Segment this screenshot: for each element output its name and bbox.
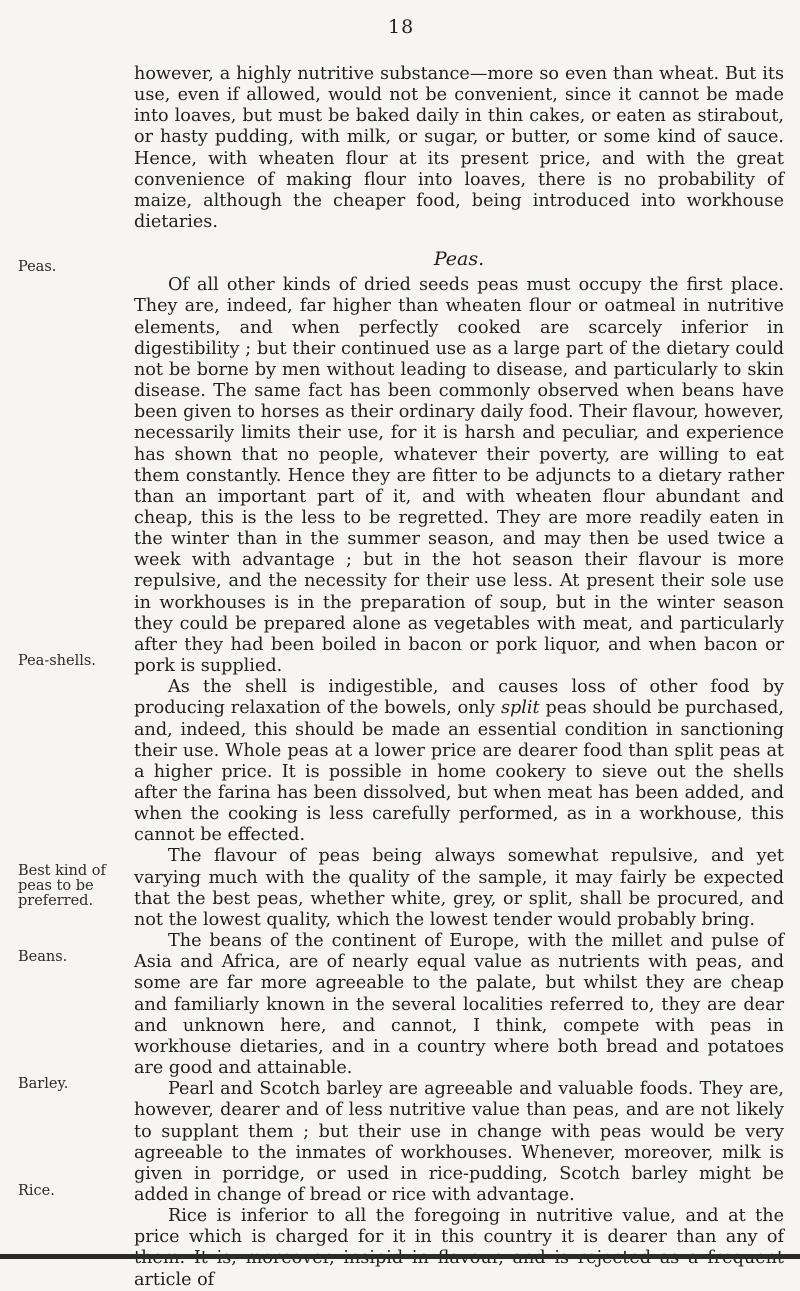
- pea-shells-text-after: peas should be purchased, and, indeed, this should be made an essential condition in sanctioning their use. Whole peas at a lower price are dearer food than split peas at a higher price. It is possible in home cookery to sieve out the shells after the farina has been dissolved, but when meat has been added, and when the cooking is less carefully performed, as in a workhouse, this cannot be effected.: [134, 698, 784, 846]
- page-number: 18: [388, 16, 415, 38]
- section-heading-peas: Peas.: [433, 248, 485, 271]
- paragraph-pea-shells: [134, 677, 784, 846]
- margin-note-beans: Beans.: [18, 949, 68, 965]
- paragraph-best-kind: The flavour of peas being always somewhat repulsive, and yet varying much with the quality of the sample, it may fairly be expected that the best peas, whether white, grey, or split, shall be procured, and not the lowest quality, which the lowest tender would probably bring.: [134, 846, 784, 930]
- margin-note-barley: Barley.: [18, 1076, 69, 1092]
- main-text-column: [134, 64, 784, 1291]
- margin-note-pea-shells: Pea-shells.: [18, 653, 96, 669]
- pea-shells-emphasis: split: [500, 698, 540, 719]
- paragraph-beans: The beans of the continent of Europe, with the millet and pulse of Asia and Africa, are of nearly equal value as nutrients with peas, and some are far more agreeable to the palate, but whilst they are cheap and familiarly known in the several localities referred to, they are dear and unknown here, and cannot, I think, compete with peas in workhouse dietaries, and in a country where both bread and potatoes are good and attainable.: [134, 931, 784, 1079]
- paragraph-rice: Rice is inferior to all the foregoing in nutritive value, and at the price which is charged for it in this country it is dearer than any of article of: [134, 1206, 784, 1290]
- margin-note-peas: Peas.: [18, 259, 57, 275]
- paragraph-maize-continued: however, a highly nutritive substance—more so even than wheat. But its use, even if allowed, would not be convenient, since it cannot be made into loaves, but must be baked daily in thin cakes, or eaten as stirabout, or hasty pudding, with milk, or sugar, or butter, or some kind of sauce. Hence, with wheaten flour at its present price, and with the great convenience of making flour into loaves, there is no probability of maize, although the cheaper food, being introduced into workhouse dietaries.: [134, 64, 784, 233]
- margin-note-rice: Rice.: [18, 1183, 55, 1199]
- margin-note-best-kind: Best kind of peas to be preferred.: [18, 863, 106, 909]
- paragraph-barley: Pearl and Scotch barley are agreeable and valuable foods. They are, however, dearer and of less nutritive value than peas, and are not likely to supplant them ; but their use in change with peas would be very agreeable to the inmates of workhouses. Whenever, moreover, milk is given in porridge, or used in rice-pudding, Scotch barley might be added in change of bread or rice with advantage.: [134, 1079, 784, 1205]
- paragraph-peas: Of all other kinds of dried seeds peas must occupy the first place. They are, indeed, far higher than wheaten flour or oatmeal in nutritive elements, and when perfectly cooked are scarcely inferior in digestibility ; but their continued use as a large part of the dietary could not be borne by men without leading to disease, and particularly to skin disease. The same fact has been commonly observed when beans have been given to horses as their ordinary daily food. Their flavour, however, necessarily limits their use, for it is harsh and peculiar, and experience has shown that no people, whatever their poverty, are willing to eat them constantly. Hence they are fitter to be adjuncts to a dietary rather than an important part of it, and with wheaten flour abundant and cheap, this is the less to be regretted. They are more readily eaten in the winter than in the summer season, and may then be used twice a week with advantage ; but in the hot season their flavour is more repulsive, and the necessity for their use less. At present their sole use in workhouses is in the preparation of soup, but in the winter season they could be prepared alone as vegetables with meat, and particularly after they had been boiled in bacon or pork liquor, and when bacon or pork is supplied.: [134, 275, 784, 677]
- pea-shells-text-before: As the shell is indigestible, and causes loss of other food by producing relaxation of the bowels, only: [134, 677, 784, 719]
- page-bottom-rule: [0, 1254, 800, 1259]
